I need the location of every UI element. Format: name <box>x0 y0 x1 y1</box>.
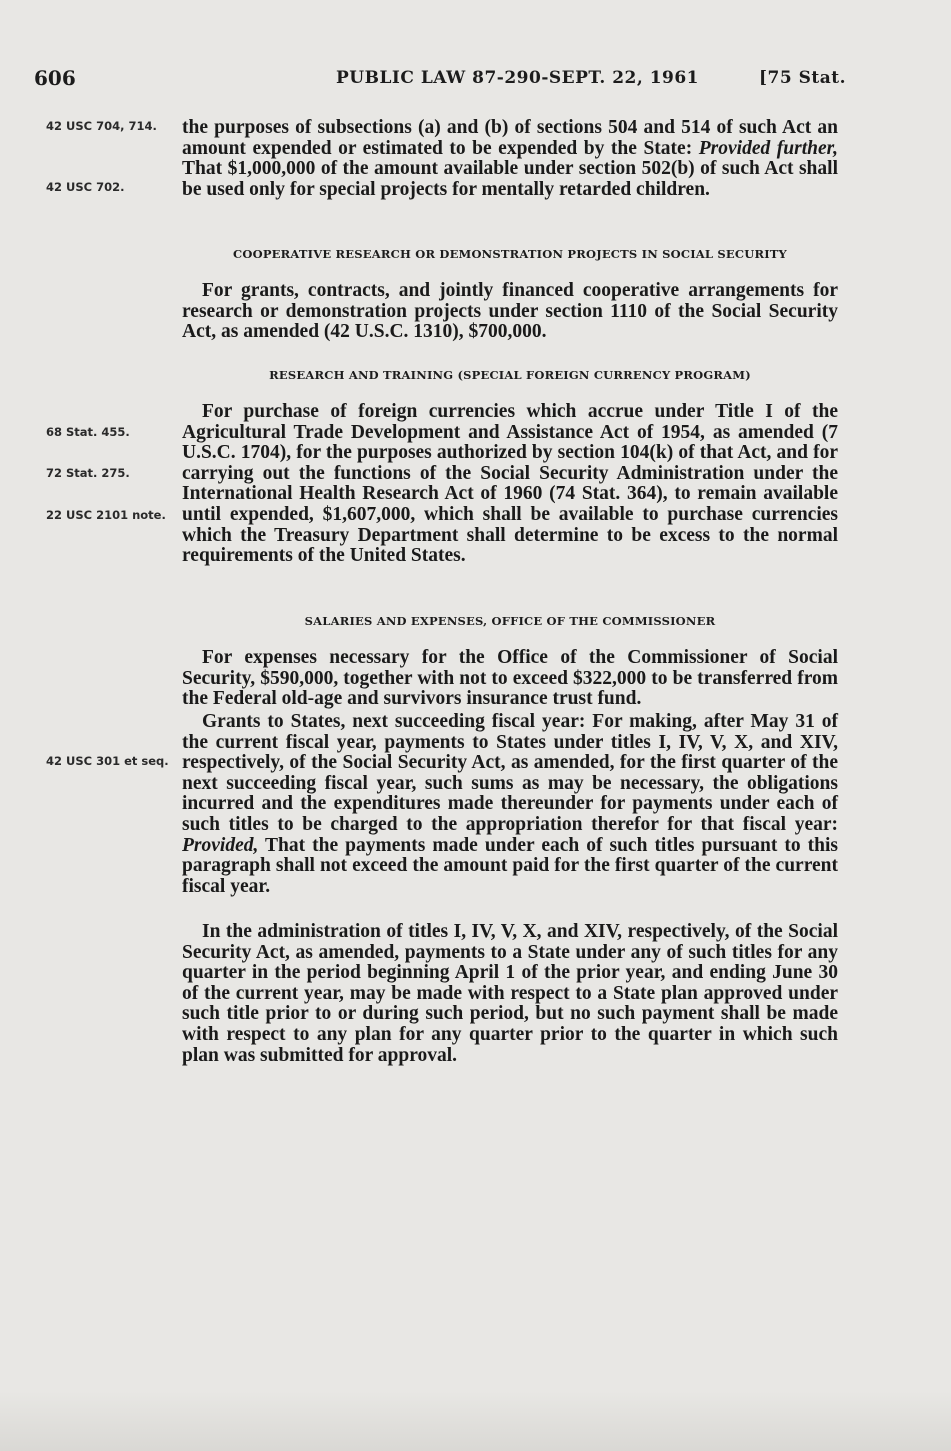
statute-volume: [75 Stat. <box>758 68 846 88</box>
paragraph <box>182 281 838 343</box>
italic-proviso: Provided, <box>182 834 259 856</box>
paragraph-text: For grants, contracts, and jointly financed cooperative arrangements for research or demonstration projects under section 1110 of the Social Security Act, as amended (42 U.S.C. 1310), $700,000. <box>182 280 838 343</box>
paragraph-text: the purposes of subsections (a) and (b) of sections 504 and 514 of such Act an amount expended or estimated to be expended by the State: <box>182 117 838 159</box>
section-heading: RESEARCH AND TRAINING (SPECIAL FOREIGN CURRENCY PROGRAM) <box>269 368 751 382</box>
margin-note: 22 USC 2101 note. <box>46 508 166 522</box>
margin-note: 42 USC 702. <box>46 180 125 194</box>
page-stain <box>0 1391 951 1451</box>
section-heading: COOPERATIVE RESEARCH OR DEMONSTRATION PROJECTS IN SOCIAL SECURITY <box>233 247 787 261</box>
paragraph-text: In the administration of titles I, IV, V, X, and XIV, respectively, of the Social Security Act, as amended, payments to a State under any of such titles for any quarter in the period beginning April 1 of the prior year, and ending June 30 of the current year, may be made with respect to a State plan approved under such title prior to or during such period, but no such payment shall be made with respect to any plan for any quarter prior to the quarter in which such plan was submitted for approval. <box>182 921 838 1066</box>
margin-note: 68 Stat. 455. <box>46 425 130 439</box>
paragraph-text: For expenses necessary for the Office of the Commissioner of Social Security, $590,000, together with not to exceed $322,000 to be transferred from the Federal old-age and survivors insurance trust fund. <box>182 647 838 710</box>
page-number: 606 <box>34 66 76 90</box>
paragraph <box>182 402 838 567</box>
running-title: PUBLIC LAW 87-290-SEPT. 22, 1961 <box>336 68 700 88</box>
paragraph-text: That $1,000,000 of the amount available under section 502(b) of such Act shall be used only for special projects for mentally retarded children. <box>182 158 838 200</box>
paragraph <box>182 648 838 710</box>
paragraph <box>182 712 838 897</box>
paragraph <box>182 922 838 1066</box>
italic-proviso: Provided further, <box>698 137 838 159</box>
paragraph-text: For purchase of foreign currencies which accrue under Title I of the Agricultural Trade Development and Assistance Act of 1954, as amended (7 U.S.C. 1704), for the purposes authorized by section 104(k) of that Act, and for carrying out the functions of the Social Security Administration under the International Health Research Act of 1960 (74 Stat. 364), to remain available until expended, $1,607,000, which shall be available to purchase currencies which the Treasury Department shall determine to be excess to the normal requirements of the United States. <box>182 401 838 567</box>
paragraph-text: Grants to States, next succeeding fiscal year: For making, after May 31 of the current fiscal year, payments to States under titles I, IV, V, X, and XIV, respectively, of the Social Security Act, as amended, for the first quarter of the next succeeding fiscal year, such sums as may be necessary, the obligations incurred and the expenditures made thereunder for payments under each of such titles to be charged to the appropriation therefor for that fiscal year: <box>182 711 838 835</box>
paragraph <box>182 118 838 200</box>
section-heading: SALARIES AND EXPENSES, OFFICE OF THE COMMISSIONER <box>304 614 716 628</box>
page-header <box>34 66 846 90</box>
paragraph-text: That the payments made under each of such titles pursuant to this paragraph shall not exceed the amount paid for the first quarter of the current fiscal year. <box>182 834 838 897</box>
margin-note: 42 USC 704, 714. <box>46 119 157 133</box>
margin-note: 42 USC 301 et seq. <box>46 754 169 768</box>
margin-note: 72 Stat. 275. <box>46 466 130 480</box>
